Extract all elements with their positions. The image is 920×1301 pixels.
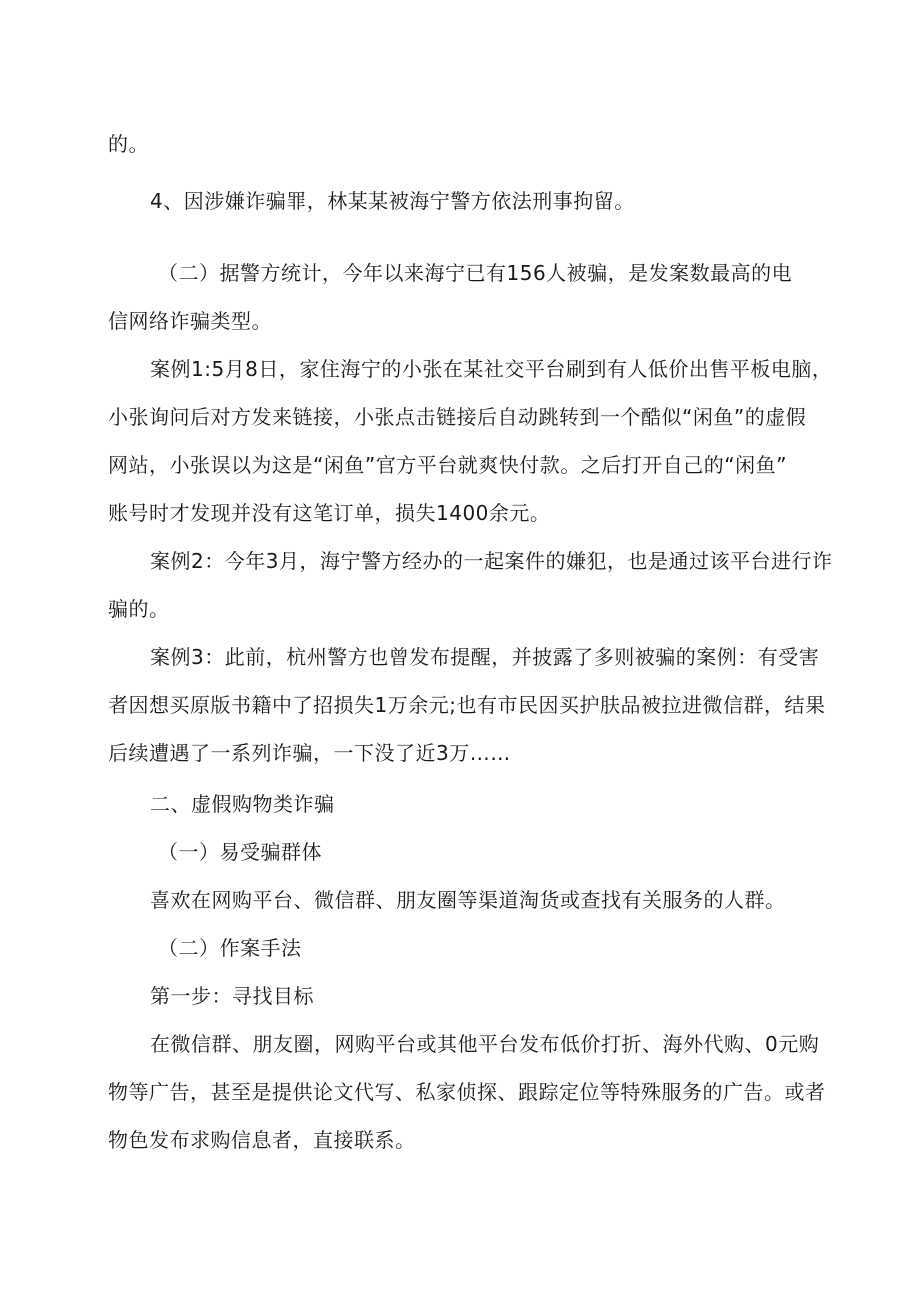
subsection-heading: （一）易受骗群体	[158, 840, 322, 864]
text-line: 案例3：此前，杭州警方也曾发布提醒，并披露了多则被骗的案例：有受害	[150, 645, 820, 669]
step-heading: 第一步：寻找目标	[150, 984, 314, 1008]
text-line: 物色发布求购信息者，直接联系。	[108, 1128, 416, 1152]
text-line: 在微信群、朋友圈，网购平台或其他平台发布低价打折、海外代购、0元购	[150, 1032, 820, 1056]
text-line: 后续遭遇了一系列诈骗，一下没了近3万……	[108, 741, 511, 765]
text-line: 账号时才发现并没有这笔订单，损失1400余元。	[108, 501, 551, 525]
text-line: 小张询问后对方发来链接，小张点击链接后自动跳转到一个酷似“闲鱼”的虚假	[108, 405, 807, 429]
text-line: 喜欢在网购平台、微信群、朋友圈等渠道淘货或查找有关服务的人群。	[150, 888, 786, 912]
text-line: 的。	[108, 132, 149, 156]
text-line: 信网络诈骗类型。	[108, 309, 272, 333]
text-line: 网站，小张误以为这是“闲鱼”官方平台就爽快付款。之后打开自己的“闲鱼”	[108, 453, 787, 477]
text-line: 骗的。	[108, 597, 170, 621]
subsection-heading: （二）作案手法	[158, 936, 302, 960]
section-heading: 二、虚假购物类诈骗	[150, 792, 335, 816]
text-line: 案例2：今年3月，海宁警方经办的一起案件的嫌犯，也是通过该平台进行诈	[150, 549, 833, 573]
text-line: 者因想买原版书籍中了招损失1万余元;也有市民因买护肤品被拉进微信群，结果	[108, 693, 826, 717]
text-line: （二）据警方统计，今年以来海宁已有156人被骗，是发案数最高的电	[158, 261, 793, 285]
text-line: 4、因涉嫌诈骗罪，林某某被海宁警方依法刑事拘留。	[150, 189, 635, 213]
text-line: 案例1:5月8日，家住海宁的小张在某社交平台刷到有人低价出售平板电脑，	[150, 357, 833, 381]
text-line: 物等广告，甚至是提供论文代写、私家侦探、跟踪定位等特殊服务的广告。或者	[108, 1080, 826, 1104]
